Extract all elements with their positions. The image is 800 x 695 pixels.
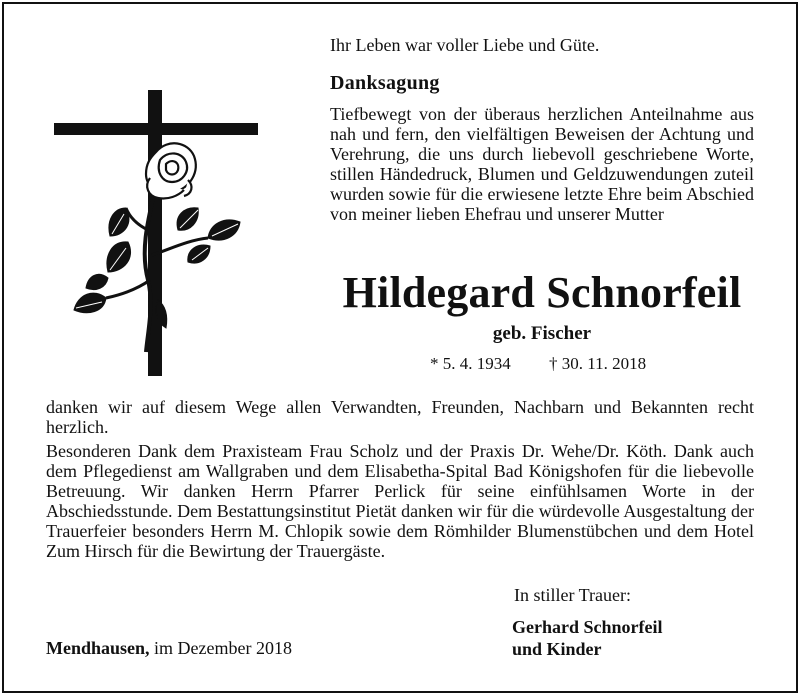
birth-date: * 5. 4. 1934 — [430, 354, 511, 373]
thanks-special-paragraph: Besonderen Dank dem Praxisteam Frau Scholz und der Praxis Dr. Wehe/Dr. Köth. Dank auch dem Pflegedienst am Wallgraben und dem Elisabetha-Spital Bad Königshofen für die liebevolle Betreuung. Wir danken Herrn Pfarrer Perlick für seine einfühlsamen Worte in der Abschiedsstunde. Dem Bestattungsinstitut Pietät danken wir für die würdevolle Ausgestaltung der Trauerfeier besonders Herrn M. Chlopik sowie dem Römhilder Blumenstübchen und dem Hotel Zum Hirsch für die Bewirtung der Trauergäste. — [46, 441, 754, 561]
thanks-general-paragraph: danken wir auf diesem Wege allen Verwandten, Freunden, Nachbarn und Bekannten recht herzlich. — [46, 397, 754, 437]
place-date — [46, 638, 292, 659]
death-date: † 30. 11. 2018 — [549, 354, 647, 373]
signer-name: Gerhard Schnorfeil — [512, 617, 663, 637]
birth-name: geb. Fischer — [492, 323, 592, 344]
heading: Danksagung — [330, 72, 440, 94]
grief-line: In stiller Trauer: — [514, 585, 631, 605]
cross-with-rose-icon — [48, 90, 258, 380]
intro-paragraph: Tiefbewegt von der überaus herzlichen Anteilnahme aus nah und fern, den vielfältigen Beweisen der Achtung und Verehrung, die uns durch liebevoll geschriebene Worte, stillen Händedruck, Blumen und Geldzuwendungen zuteil wurden sowie für die erwiesene letzte Ehre beim Abschied von meiner lieben Ehefrau und unserer Mutter — [330, 104, 754, 224]
place: Mendhausen, — [46, 638, 150, 658]
motto: Ihr Leben war voller Liebe und Güte. — [330, 35, 600, 55]
date: im Dezember 2018 — [154, 638, 292, 658]
signers — [512, 616, 663, 660]
signer-family: und Kinder — [512, 639, 602, 659]
deceased-name: Hildegard Schnorfeil — [342, 268, 742, 317]
